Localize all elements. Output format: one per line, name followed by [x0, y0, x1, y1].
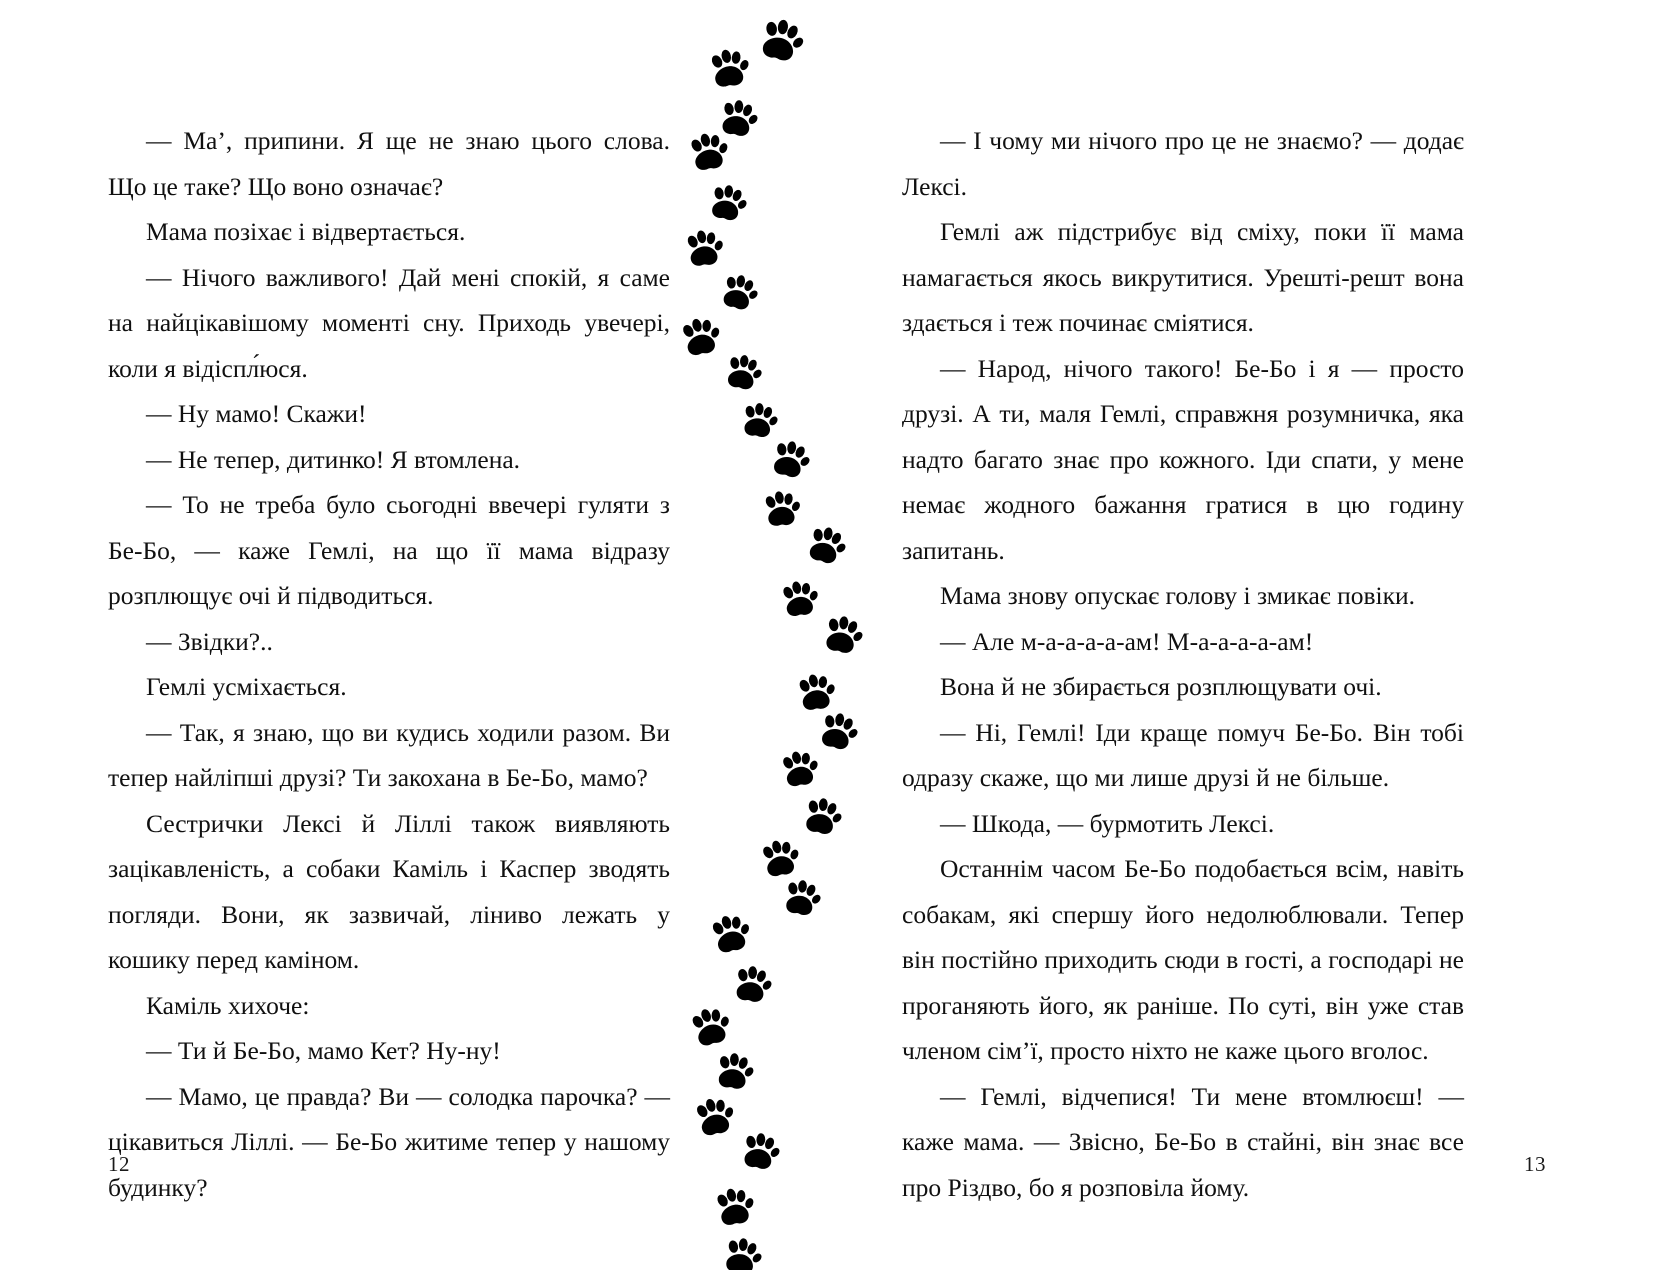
paw-print-icon — [792, 669, 840, 717]
paragraph: — Ма’, припини. Я ще не знаю цього слова. Що це таке? Що воно означає? — [108, 126, 670, 201]
paw-print-icon — [683, 127, 734, 178]
paw-print-icon — [683, 1000, 738, 1055]
paragraph: — Ну мамо! Скажи! — [146, 399, 367, 428]
paw-print-icon — [735, 1127, 786, 1178]
right-page-text-column — [902, 118, 1464, 1210]
paw-print-icon — [755, 834, 805, 884]
paw-print-icon — [713, 267, 764, 318]
page-number-left: 12 — [108, 1152, 130, 1176]
paw-print-icon — [718, 348, 768, 398]
paragraph: Гемлі усміхається. — [146, 672, 347, 701]
paragraph: — То не треба було сьогодні ввечері гуляти з Бе-Бо, — каже Гемлі, на що її мама відразу розплющує очі й підводиться. — [108, 490, 670, 610]
paragraph: Вона й не збирається розплющувати очі. — [940, 672, 1382, 701]
paragraph: — Але м-а-а-а-а-ам! М-а-а-а-а-ам! — [940, 626, 1314, 656]
paw-print-icon — [799, 519, 853, 573]
paragraph: — Шкода, — бурмотить Лексі. — [940, 808, 1275, 838]
left-page-text-column — [108, 118, 670, 1210]
paragraph: — Гемлі, відчепися! Ти мене втомлюєш! — каже мама. — Звісно, Бе-Бо в стайні, він знає все про Різдво, бо я розповіла йому. — [902, 1081, 1464, 1202]
paw-print-icon — [759, 487, 805, 533]
paw-print-icon — [688, 1091, 741, 1144]
paragraph: — І чому ми нічого про це не знаємо? — додає Лексі. — [902, 126, 1464, 201]
paw-print-icon — [776, 576, 824, 624]
paragraph: — Ні, Гемлі! Іди краще помуч Бе-Бо. Він тобі одразу скаже, що ми лише друзі й не більше. — [902, 717, 1464, 792]
paw-print-icon — [751, 11, 812, 72]
paw-print-icon — [709, 1182, 760, 1233]
paragraph: — Мамо, це правда? Ви — солодка парочка? — цікавиться Ліллі. — Бе-Бо житиме тепер у нашому будинку? — [108, 1081, 670, 1202]
paw-print-icon — [776, 873, 826, 923]
paragraph: — Ти й Бе-Бо, мамо Кет? Ну-ну! — [146, 1036, 501, 1065]
paw-print-trail — [660, 0, 890, 1270]
paw-print-icon — [716, 1231, 768, 1270]
paw-print-icon — [763, 433, 816, 486]
paw-print-icon — [709, 1047, 759, 1097]
paw-print-icon — [704, 44, 755, 95]
paw-print-icon — [702, 178, 753, 229]
paw-print-icon — [713, 94, 764, 145]
paragraph: — Не тепер, дитинко! Я втомлена. — [146, 444, 521, 474]
paragraph: — Звідки?.. — [146, 626, 273, 656]
paragraph: Мама позіхає і відвертається. — [146, 217, 466, 246]
paw-print-icon — [775, 745, 824, 794]
paragraph: Гемлі аж підстрибує від сміху, поки її мама намагається якось викрутитися. Урешті-решт вона здається і теж починає сміятися. — [902, 217, 1464, 337]
paw-print-icon — [796, 791, 848, 843]
paragraph: — Нічого важливого! Дай мені спокій, я саме на найцікавішому моменті сну. Приходь увечері, коли я відіспл́юся. — [108, 262, 670, 383]
paragraph: — Так, я знаю, що ви кудись ходили разом. Ви тепер найліпші друзі? Ти закохана в Бе-Бо, мамо? — [108, 717, 670, 792]
paw-print-icon — [727, 960, 777, 1010]
paragraph: Останнім часом Бе-Бо подобається всім, навіть собакам, які спершу його недолюблювали. Тепер він постійно приходить сюди в гості, а господарі не проганяють його, як раніше. По суті, він уже став членом сім’ї, просто ніхто не каже цього вголос. — [902, 854, 1464, 1065]
paragraph: Мама знову опускає голову і змикає повіки. — [940, 581, 1416, 610]
paw-print-icon — [816, 609, 869, 662]
paragraph: Сестрички Лексі й Ліллі також виявляють зацікавленість, а собаки Каміль і Каспер зводять погляди. Вони, як зазвичай, ліниво лежать у кошику перед каміном. — [108, 808, 670, 974]
paw-print-icon — [811, 705, 864, 758]
paragraph: — Народ, нічого такого! Бе-Бо і я — просто друзі. А ти, маля Гемлі, справжня розумничка, яка надто багато знає про кожного. Іди спати, у мене немає жодного бажання гратися в цю годину запитань. — [902, 353, 1464, 565]
paw-print-icon — [680, 225, 728, 273]
page-number-right: 13 — [1524, 1152, 1546, 1176]
paw-print-icon — [674, 311, 726, 363]
paw-print-icon — [735, 397, 782, 444]
paw-print-icon — [704, 908, 757, 961]
paragraph: Каміль хихоче: — [146, 990, 310, 1020]
